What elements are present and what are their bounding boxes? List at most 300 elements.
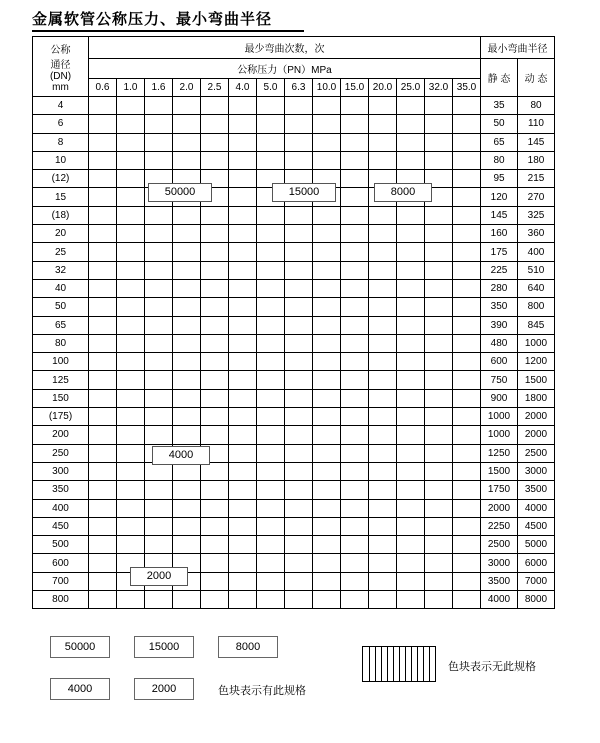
spec-cell: [257, 572, 285, 590]
spec-cell: [425, 279, 453, 297]
spec-cell: [145, 243, 173, 261]
spec-cell: [257, 536, 285, 554]
spec-cell: [89, 243, 117, 261]
static-radius-value: 4000: [481, 591, 518, 609]
spec-cell: [89, 279, 117, 297]
floating-label-50000: 50000: [148, 183, 212, 202]
spec-cell: [117, 298, 145, 316]
spec-cell: [341, 591, 369, 609]
spec-cell: [229, 554, 257, 572]
spec-cell: [285, 499, 313, 517]
legend-item-4: [134, 678, 194, 700]
legend-color-note: 色块表示有此规格: [218, 685, 306, 697]
spec-cell: [397, 316, 425, 334]
static-radius-value: 2250: [481, 517, 518, 535]
hatch-line: [405, 647, 406, 681]
static-radius-value: 225: [481, 261, 518, 279]
spec-cell: [229, 97, 257, 115]
legend-swatch-15000: 15000: [134, 636, 194, 658]
dynamic-radius-value: 145: [518, 133, 555, 151]
spec-cell: [257, 316, 285, 334]
spec-cell: [341, 133, 369, 151]
dynamic-radius-value: 215: [518, 170, 555, 188]
spec-cell: [341, 206, 369, 224]
spec-cell: [397, 554, 425, 572]
spec-cell: [341, 481, 369, 499]
spec-cell: [201, 572, 229, 590]
spec-cell: [425, 243, 453, 261]
spec-cell: [201, 334, 229, 352]
spec-cell: [453, 426, 481, 444]
spec-cell: [117, 206, 145, 224]
spec-cell: [117, 389, 145, 407]
spec-cell: [201, 481, 229, 499]
spec-cell: [173, 243, 201, 261]
dn-value: 100: [33, 353, 89, 371]
spec-cell: [201, 517, 229, 535]
spec-cell: [145, 517, 173, 535]
spec-cell: [173, 115, 201, 133]
header-row-3: [33, 79, 555, 97]
bend-count-header: 最少弯曲次数，次: [89, 37, 481, 59]
static-radius-value: 175: [481, 243, 518, 261]
pressure-header-1: 1.0: [117, 79, 145, 97]
spec-cell: [201, 225, 229, 243]
spec-cell: [229, 499, 257, 517]
spec-cell: [425, 115, 453, 133]
static-radius-value: 1000: [481, 408, 518, 426]
spec-cell: [341, 316, 369, 334]
title-underline: [32, 30, 304, 32]
pressure-header-4: 2.5: [201, 79, 229, 97]
spec-cell: [89, 591, 117, 609]
hatch-line: [369, 647, 370, 681]
spec-cell: [397, 591, 425, 609]
spec-cell: [369, 389, 397, 407]
spec-cell: [257, 481, 285, 499]
spec-cell: [453, 170, 481, 188]
spec-cell: [173, 517, 201, 535]
table-row: [33, 133, 555, 151]
spec-cell: [145, 206, 173, 224]
spec-cell: [369, 371, 397, 389]
spec-cell: [341, 389, 369, 407]
dn-value: 500: [33, 536, 89, 554]
spec-cell: [229, 389, 257, 407]
spec-cell: [369, 481, 397, 499]
spec-cell: [313, 225, 341, 243]
spec-cell: [453, 151, 481, 169]
spec-cell: [397, 133, 425, 151]
spec-cell: [285, 97, 313, 115]
dn-value: 32: [33, 261, 89, 279]
spec-cell: [397, 499, 425, 517]
table-header: [33, 37, 555, 97]
spec-cell: [397, 225, 425, 243]
spec-cell: [201, 554, 229, 572]
spec-cell: [173, 97, 201, 115]
spec-cell: [89, 133, 117, 151]
static-radius-value: 80: [481, 151, 518, 169]
legend-item-0: [50, 636, 110, 658]
spec-cell: [89, 225, 117, 243]
pressure-header-13: 35.0: [453, 79, 481, 97]
spec-cell: [341, 170, 369, 188]
spec-cell: [341, 225, 369, 243]
spec-cell: [369, 206, 397, 224]
dn-header-cell: [33, 37, 89, 97]
spec-cell: [145, 536, 173, 554]
static-radius-value: 160: [481, 225, 518, 243]
table-body: [33, 97, 555, 609]
dn-value: 15: [33, 188, 89, 206]
pressure-header-0: 0.6: [89, 79, 117, 97]
hatch-line: [375, 647, 376, 681]
spec-cell: [425, 536, 453, 554]
spec-cell: [285, 353, 313, 371]
floating-label-2000: 2000: [130, 567, 188, 586]
spec-cell: [229, 298, 257, 316]
spec-cell: [369, 408, 397, 426]
spec-cell: [341, 279, 369, 297]
spec-cell: [425, 462, 453, 480]
dn-line-2: 通径: [50, 59, 71, 71]
spec-cell: [453, 316, 481, 334]
spec-cell: [229, 517, 257, 535]
spec-cell: [145, 389, 173, 407]
spec-cell: [369, 115, 397, 133]
spec-cell: [341, 243, 369, 261]
dynamic-header: 动 态: [518, 59, 555, 97]
floating-label-4000: 4000: [152, 446, 210, 465]
spec-cell: [173, 261, 201, 279]
spec-cell: [117, 408, 145, 426]
spec-cell: [341, 536, 369, 554]
dynamic-radius-value: 4500: [518, 517, 555, 535]
spec-cell: [369, 243, 397, 261]
spec-cell: [145, 225, 173, 243]
spec-cell: [257, 462, 285, 480]
spec-cell: [453, 572, 481, 590]
spec-cell: [425, 408, 453, 426]
spec-cell: [257, 97, 285, 115]
spec-cell: [173, 279, 201, 297]
hatch-line: [411, 647, 412, 681]
spec-cell: [313, 426, 341, 444]
spec-cell: [397, 444, 425, 462]
dn-value: 4: [33, 97, 89, 115]
table-row: [33, 151, 555, 169]
spec-cell: [453, 444, 481, 462]
table-row: [33, 371, 555, 389]
spec-cell: [285, 426, 313, 444]
static-radius-value: 1750: [481, 481, 518, 499]
spec-cell: [341, 554, 369, 572]
table-row: [33, 444, 555, 462]
spec-cell: [201, 261, 229, 279]
spec-cell: [369, 591, 397, 609]
hatch-line: [381, 647, 382, 681]
spec-cell: [285, 444, 313, 462]
spec-cell: [425, 481, 453, 499]
spec-cell: [117, 353, 145, 371]
spec-cell: [173, 316, 201, 334]
legend-item-1: [134, 636, 194, 658]
spec-cell: [89, 389, 117, 407]
spec-cell: [397, 151, 425, 169]
static-radius-value: 350: [481, 298, 518, 316]
spec-cell: [313, 334, 341, 352]
spec-cell: [285, 371, 313, 389]
spec-cell: [425, 591, 453, 609]
spec-cell: [117, 279, 145, 297]
spec-cell: [341, 499, 369, 517]
spec-cell: [425, 572, 453, 590]
spec-cell: [145, 261, 173, 279]
spec-cell: [145, 334, 173, 352]
spec-cell: [145, 353, 173, 371]
table-row: [33, 298, 555, 316]
pressure-header-2: 1.6: [145, 79, 173, 97]
dynamic-radius-value: 80: [518, 97, 555, 115]
spec-cell: [453, 408, 481, 426]
spec-cell: [117, 462, 145, 480]
spec-cell: [201, 389, 229, 407]
spec-cell: [257, 408, 285, 426]
spec-cell: [145, 499, 173, 517]
spec-cell: [117, 517, 145, 535]
spec-cell: [117, 170, 145, 188]
spec-cell: [313, 536, 341, 554]
static-radius-value: 750: [481, 371, 518, 389]
spec-cell: [453, 133, 481, 151]
spec-cell: [453, 481, 481, 499]
spec-cell: [453, 115, 481, 133]
spec-cell: [257, 499, 285, 517]
spec-cell: [201, 316, 229, 334]
spec-cell: [453, 353, 481, 371]
spec-cell: [173, 206, 201, 224]
spec-cell: [173, 334, 201, 352]
spec-cell: [313, 389, 341, 407]
spec-cell: [201, 133, 229, 151]
spec-cell: [229, 481, 257, 499]
spec-cell: [425, 426, 453, 444]
spec-cell: [285, 206, 313, 224]
table-row: [33, 97, 555, 115]
spec-cell: [117, 133, 145, 151]
spec-cell: [145, 481, 173, 499]
legend-item-3: [50, 678, 110, 700]
spec-cell: [369, 261, 397, 279]
spec-cell: [89, 371, 117, 389]
spec-cell: [201, 206, 229, 224]
spec-cell: [453, 389, 481, 407]
dynamic-radius-value: 3000: [518, 462, 555, 480]
table-row: [33, 572, 555, 590]
spec-cell: [145, 371, 173, 389]
pressure-header-3: 2.0: [173, 79, 201, 97]
spec-cell: [89, 316, 117, 334]
spec-cell: [341, 334, 369, 352]
spec-cell: [173, 426, 201, 444]
table-row: [33, 536, 555, 554]
spec-cell: [201, 115, 229, 133]
spec-cell: [257, 371, 285, 389]
spec-cell: [173, 389, 201, 407]
spec-cell: [229, 591, 257, 609]
spec-cell: [369, 462, 397, 480]
spec-cell: [313, 243, 341, 261]
spec-cell: [257, 133, 285, 151]
spec-cell: [229, 426, 257, 444]
spec-cell: [201, 408, 229, 426]
spec-cell: [117, 499, 145, 517]
spec-cell: [285, 133, 313, 151]
table-row: [33, 389, 555, 407]
spec-cell: [145, 408, 173, 426]
spec-cell: [341, 444, 369, 462]
spec-cell: [313, 572, 341, 590]
spec-cell: [257, 279, 285, 297]
spec-cell: [89, 261, 117, 279]
spec-cell: [341, 261, 369, 279]
spec-cell: [397, 426, 425, 444]
hatch-line: [387, 647, 388, 681]
spec-cell: [89, 572, 117, 590]
spec-cell: [369, 334, 397, 352]
dn-value: 350: [33, 481, 89, 499]
spec-cell: [173, 536, 201, 554]
spec-cell: [117, 261, 145, 279]
spec-cell: [257, 353, 285, 371]
spec-cell: [313, 517, 341, 535]
spec-cell: [313, 499, 341, 517]
spec-cell: [201, 536, 229, 554]
static-radius-value: 65: [481, 133, 518, 151]
spec-cell: [425, 517, 453, 535]
spec-cell: [313, 481, 341, 499]
spec-cell: [229, 188, 257, 206]
spec-cell: [453, 225, 481, 243]
spec-cell: [341, 97, 369, 115]
spec-cell: [117, 243, 145, 261]
spec-cell: [313, 279, 341, 297]
spec-cell: [453, 334, 481, 352]
spec-cell: [313, 353, 341, 371]
spec-cell: [425, 389, 453, 407]
spec-cell: [313, 97, 341, 115]
dn-value: 40: [33, 279, 89, 297]
spec-cell: [285, 225, 313, 243]
spec-cell: [173, 499, 201, 517]
spec-cell: [397, 408, 425, 426]
spec-cell: [341, 371, 369, 389]
static-radius-value: 390: [481, 316, 518, 334]
spec-cell: [425, 353, 453, 371]
spec-cell: [201, 591, 229, 609]
dynamic-radius-value: 2000: [518, 408, 555, 426]
spec-cell: [369, 225, 397, 243]
static-radius-value: 35: [481, 97, 518, 115]
spec-cell: [117, 334, 145, 352]
pn-header: 公称压力（PN）MPa: [89, 59, 481, 79]
pressure-header-9: 15.0: [341, 79, 369, 97]
hatch-line: [399, 647, 400, 681]
spec-cell: [285, 389, 313, 407]
spec-cell: [173, 462, 201, 480]
spec-cell: [117, 225, 145, 243]
spec-cell: [257, 298, 285, 316]
spec-cell: [425, 97, 453, 115]
dn-value: (175): [33, 408, 89, 426]
spec-cell: [89, 536, 117, 554]
header-row-2: [33, 59, 555, 79]
hatch-line: [429, 647, 430, 681]
hatch-line: [393, 647, 394, 681]
table-row: [33, 243, 555, 261]
spec-cell: [145, 462, 173, 480]
spec-cell: [201, 353, 229, 371]
spec-cell: [89, 170, 117, 188]
table-row: [33, 517, 555, 535]
spec-cell: [313, 591, 341, 609]
static-radius-value: 3500: [481, 572, 518, 590]
spec-cell: [173, 298, 201, 316]
spec-cell: [453, 279, 481, 297]
dynamic-radius-value: 2500: [518, 444, 555, 462]
floating-label-15000: 15000: [272, 183, 336, 202]
spec-cell: [229, 170, 257, 188]
spec-cell: [145, 316, 173, 334]
spec-cell: [89, 206, 117, 224]
pressure-header-10: 20.0: [369, 79, 397, 97]
spec-cell: [117, 591, 145, 609]
spec-cell: [117, 536, 145, 554]
table-row: [33, 591, 555, 609]
static-radius-value: 95: [481, 170, 518, 188]
spec-cell: [453, 188, 481, 206]
spec-cell: [425, 133, 453, 151]
spec-cell: [341, 517, 369, 535]
spec-cell: [369, 316, 397, 334]
spec-cell: [397, 334, 425, 352]
legend-swatch-8000: 8000: [218, 636, 278, 658]
table-row: [33, 462, 555, 480]
spec-cell: [285, 572, 313, 590]
spec-cell: [313, 444, 341, 462]
spec-cell: [257, 591, 285, 609]
dynamic-radius-value: 640: [518, 279, 555, 297]
table-row: [33, 499, 555, 517]
spec-cell: [425, 334, 453, 352]
spec-cell: [257, 151, 285, 169]
spec-cell: [145, 591, 173, 609]
static-radius-value: 900: [481, 389, 518, 407]
dn-value: 20: [33, 225, 89, 243]
spec-cell: [397, 243, 425, 261]
table-row: [33, 353, 555, 371]
dn-value: 8: [33, 133, 89, 151]
static-radius-value: 2500: [481, 536, 518, 554]
dynamic-radius-value: 2000: [518, 426, 555, 444]
spec-cell: [425, 151, 453, 169]
dn-value: 700: [33, 572, 89, 590]
spec-cell: [285, 517, 313, 535]
spec-cell: [229, 353, 257, 371]
page-title: 金属软管公称压力、最小弯曲半径: [32, 12, 273, 28]
spec-cell: [201, 279, 229, 297]
